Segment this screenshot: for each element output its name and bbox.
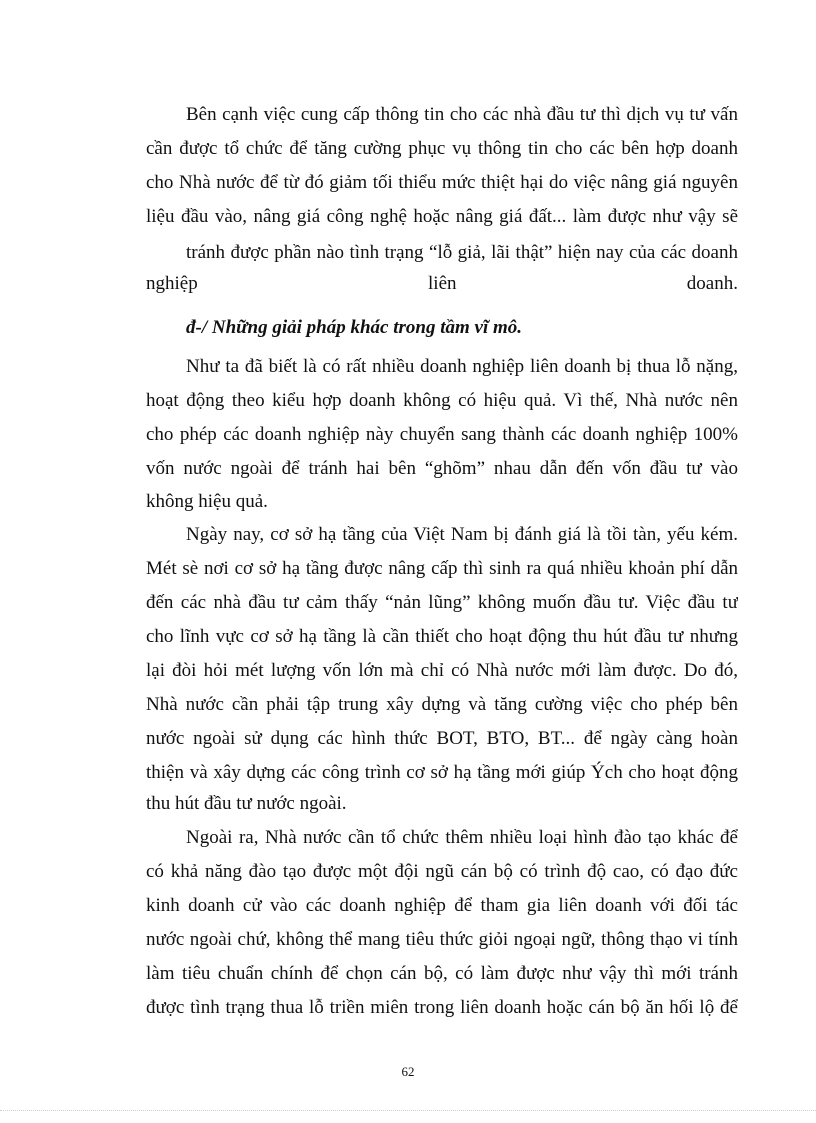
section-heading: đ-/ Những giải pháp khác trong tầm vĩ mô.	[186, 317, 523, 338]
paragraph-line: Như ta đã biết là có rất nhiều doanh nghiệp liên doanh bị thua lỗ nặng,	[186, 356, 738, 377]
paragraph-line: lại đòi hỏi mét lượng vốn lớn mà chỉ có Nhà nước mới làm được. Do đó,	[146, 660, 738, 681]
paragraph-line: vốn nước ngoài để tránh hai bên “ghõm” nhau dẫn đến vốn đầu tư vào	[146, 458, 738, 479]
paragraph-line: làm tiêu chuẩn chính để chọn cán bộ, có làm được như vậy thì mới tránh	[146, 963, 738, 984]
paragraph-line: đến các nhà đầu tư cảm thấy “nản lũng” không muốn đầu tư. Việc đầu tư	[146, 592, 738, 613]
paragraph-line: Ngày nay, cơ sở hạ tầng của Việt Nam bị đánh giá là tồi tàn, yếu kém.	[186, 524, 738, 545]
paragraph-line: Nhà nước cần phải tập trung xây dựng và tăng cường việc cho phép bên	[146, 694, 738, 715]
paragraph-line: cho phép các doanh nghiệp này chuyển sang thành các doanh nghiệp 100%	[146, 424, 738, 445]
paragraph-line: cho Nhà nước để từ đó giảm tối thiểu mức thiệt hại do việc nâng giá nguyên	[146, 172, 738, 193]
paragraph-line: liệu đầu vào, nâng giá công nghệ hoặc nâng giá đất... làm được như vậy sẽ	[146, 206, 738, 227]
paragraph-line: nghiệp liên doanh.	[146, 273, 738, 294]
paragraph-line: tránh được phần nào tình trạng “lỗ giả, lãi thật” hiện nay của các doanh	[186, 242, 738, 263]
paragraph-line: kinh doanh cử vào các doanh nghiệp để tham gia liên doanh với đối tác	[146, 895, 738, 916]
page-bottom-rule	[0, 1110, 816, 1111]
paragraph-line: thiện và xây dựng các công trình cơ sở hạ tầng mới giúp Ých cho hoạt động	[146, 762, 738, 783]
paragraph-line: hoạt động theo kiểu hợp doanh không có hiệu quả. Vì thế, Nhà nước nên	[146, 390, 738, 411]
paragraph-line: không hiệu quả.	[146, 491, 268, 512]
paragraph-line: nước ngoài chứ, không thể mang tiêu thức giỏi ngoại ngữ, thông thạo vi tính	[146, 929, 738, 950]
paragraph-line: thu hút đầu tư nước ngoài.	[146, 793, 347, 814]
paragraph-line: Mét sè nơi cơ sở hạ tầng được nâng cấp thì sinh ra quá nhiều khoản phí dẫn	[146, 558, 738, 579]
paragraph-line: Ngoài ra, Nhà nước cần tổ chức thêm nhiều loại hình đào tạo khác để	[186, 827, 738, 848]
paragraph-line: được tình trạng thua lỗ triền miên trong liên doanh hoặc cán bộ ăn hối lộ để	[146, 997, 738, 1018]
page-number: 62	[401, 1064, 415, 1079]
paragraph-line: Bên cạnh việc cung cấp thông tin cho các nhà đầu tư thì dịch vụ tư vấn	[186, 104, 738, 125]
paragraph-line: nước ngoài sử dụng các hình thức BOT, BTO, BT... để ngày càng hoàn	[146, 728, 738, 749]
paragraph-line: có khả năng đào tạo được một đội ngũ cán bộ có trình độ cao, có đạo đức	[146, 861, 738, 882]
paragraph-line: cho lĩnh vực cơ sở hạ tầng là cần thiết cho hoạt động thu hút đầu tư nhưng	[146, 626, 738, 647]
paragraph-line: cần được tổ chức để tăng cường phục vụ thông tin cho các bên hợp doanh	[146, 138, 738, 159]
